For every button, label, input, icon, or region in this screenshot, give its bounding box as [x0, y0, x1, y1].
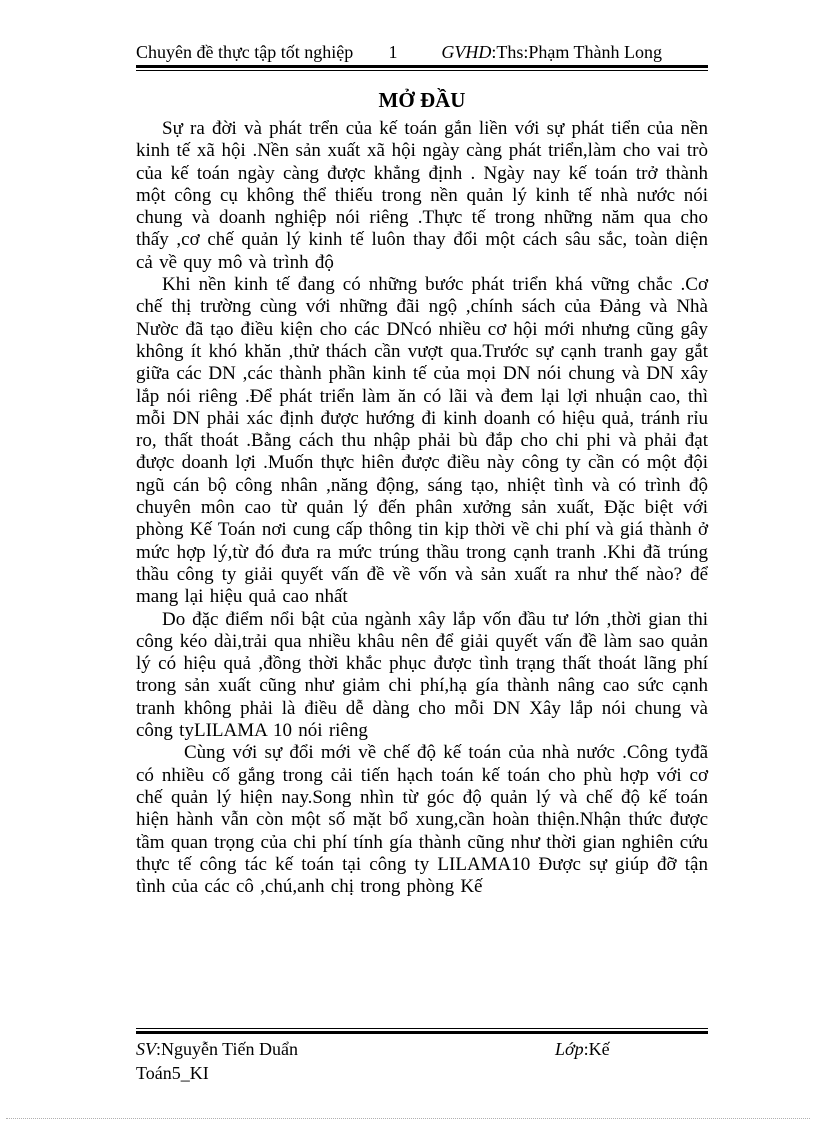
student-entry [136, 1039, 298, 1059]
student-label: SV [136, 1039, 156, 1059]
class-value: :Kế [583, 1039, 610, 1059]
page-footer [136, 1028, 708, 1085]
paragraph-1: Sự ra đời và phát trển của kế toán gắn liền với sự phát tiển của nền kinh tế xã hội .Nền sản xuất xã hội ngày càng phát triển,làm cho vai trò của kế toán ngày càng được khẳng định . Ngày nay kế toán trở thành một công cụ không thể thiếu trong nền quản lý kinh tế nhà nước nói chung và doanh nghiệp nói riêng .Thực tế trong những năm qua cho thấy ,cơ chế quản lý kinh tế luôn thay đổi một cách sâu sắc, toàn diện cả về quy mô và trình độ [136, 118, 708, 273]
page-header [136, 0, 708, 71]
section-title: MỞ ĐẦU [378, 88, 466, 112]
header-row [136, 42, 708, 62]
header-course-title: Chuyên đề thực tập tốt nghiệp [136, 42, 354, 62]
paragraph-4: Cùng với sự đổi mới về chế độ kế toán của nhà nước .Công tyđã có nhiều cố gắng trong cải tiến hạch toán kế toán cho phù hợp với cơ chế quản lý hiện nay.Song nhìn từ góc độ quản lý và chế độ kế toán hiện hành vẫn còn một số mặt bổ xung,cần hoàn thiện.Nhận thức được tầm quan trọng của chi phí tính gía thành cũng như thời gian nghiên cứu thực tế công tác kế toán tại công ty LILAMA10 Được sự giúp đỡ tận tình của các cô ,chú,anh chị trong phòng Kế [136, 742, 708, 898]
student-name: :Nguyễn Tiến Duẩn [156, 1039, 299, 1059]
advisor-name: :Ths:Phạm Thành Long [491, 42, 662, 62]
document-body [136, 118, 708, 898]
footer-line-1 [136, 1037, 708, 1061]
class-label: Lớp [555, 1039, 584, 1059]
header-rule [136, 65, 708, 71]
paragraph-3: Do đặc điểm nổi bật của ngành xây lắp vốn đầu tư lớn ,thời gian thi công kéo dài,trải qua nhiều khâu nên để giải quyết vấn đề làm sao quản lý có hiệu quả ,đồng thời khắc phục được tình trạng thất thoát lãng phí trong sản xuất cũng như giảm chi phí,hạ gía thành nâng cao sức cạnh tranh không phải là điều dễ dàng cho mỗi DN Xây lắp nói chung và công tyLILAMA 10 nói riêng [136, 608, 708, 742]
page-number: 1 [388, 42, 398, 62]
paragraph-2: Khi nền kinh tế đang có những bước phát triển khá vững chắc .Cơ chế thị trường cùng với những đãi ngộ ,chính sách của Đảng và Nhà Nườc đã tạo điều kiện cho các DNcó nhiều cơ hội mới nhưng cũng gây không ít khó khăn ,thử thách cần vượt qua.Trước sự cạnh tranh gay gắt giữa các DN ,các thành phần kinh tế của mọi DN nói chung và DN xây lắp nói riêng .Để phát triển làm ăn có lãi và đem lại lợi nhuận cao, thì mỗi DN phải xác định được hướng đi kinh doanh có hiệu quả, tránh rỉu ro, thất thoát .Bằng cách thu nhập phải bù đắp cho chi phi và phải đạt được doanh lợi .Muốn thực hiên được điều này công ty cần có một đội ngũ cán bộ công nhân ,năng động, sáng tạo, nhiệt tình và có trình độ chuyên môn cao từ quản lý đến phân xưởng sản xuất, Đặc biệt với phòng Kế Toán nơi cung cấp thông tin kịp thời về chi phí và giá thành ở mức hợp lý,từ đó đưa ra mức trúng thầu trong cạnh tranh .Khi đã trúng thầu công ty giải quyết vấn đề về vốn và sản xuất ra như thế nào? để mang lại hiệu quả cao nhất [136, 274, 708, 608]
advisor-label: GVHD [441, 42, 492, 62]
header-advisor [404, 42, 709, 62]
page-bottom-edge [6, 1118, 810, 1119]
class-entry [555, 1037, 610, 1061]
class-continuation: Toán5_KI [136, 1063, 209, 1083]
footer-rule [136, 1028, 708, 1034]
